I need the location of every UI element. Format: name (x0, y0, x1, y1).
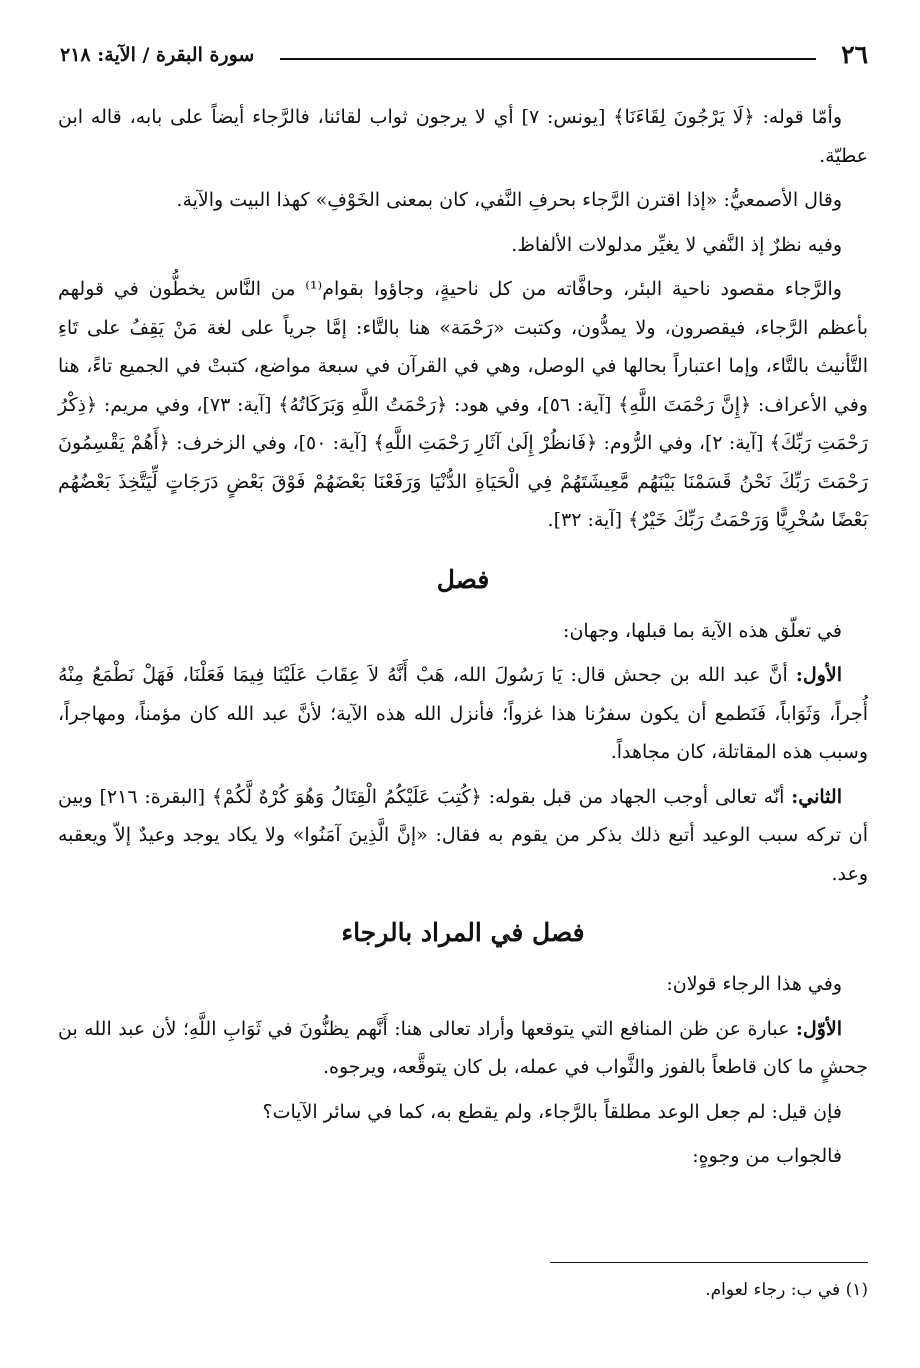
paragraph (58, 778, 868, 894)
paragraph: وفيه نظرٌ إذ النَّفي لا يغيِّر مدلولات الألفاظ. (511, 233, 842, 256)
paragraph-lead: الثاني: (791, 785, 842, 808)
section-heading: فصل (436, 564, 490, 594)
paragraph: فالجواب من وجوهٍ: (692, 1145, 842, 1167)
section-heading: فصل في المراد بالرجاء (341, 918, 585, 947)
page-header (60, 40, 868, 76)
footnote-rule (550, 1262, 868, 1263)
paragraph: فإن قيل: لم جعل الوعد مطلقاً بالرَّجاء، ولم يقطع به، كما في سائر الآيات؟ (262, 1100, 842, 1123)
paragraph: وأمّا قوله: ﴿لَا يَرْجُونَ لِقَاءَنَا﴾ [يونس: ٧] أي لا يرجون ثواب لقائنا، فالرَّجاء أيضاً على بابه، قاله ابن عطيّة. (58, 106, 868, 167)
page-body (58, 98, 868, 1182)
page-number: ٢٦ (841, 40, 868, 69)
paragraph-text: أنّه تعالى أوجب الجهاد من قبل بقوله: ﴿كُتِبَ عَلَيْكُمُ الْقِتَالُ وَهُوَ كُرْهٌ لَّكُمْ﴾ [البقرة: ٢١٦] وبين أن تركه سبب الوعيد أتبع ذلك بذكر من يقوم به فقال: «إنَّ الَّذِينَ آمَنُوا» ولا يكاد يوجد وعيدٌ إلاّ ويعقبه وعد. (58, 785, 868, 885)
paragraph-lead: الأوّل: (795, 1017, 842, 1040)
paragraph-text: عبارة عن ظن المنافع التي يتوقعها وأراد تعالى هنا: أَنَّهم يظنُّونَ في ثَوَابِ اللَّهِ؛ لأن عبد الله بن جحشٍ ما كان قاطعاً بالفوز والثَّواب في عمله، بل كان يتوقَّعه، ويرجوه. (58, 1017, 868, 1078)
paragraph (58, 656, 868, 772)
paragraph: في تعلّق هذه الآية بما قبلها، وجهان: (563, 619, 842, 642)
paragraph-lead: الأول: (795, 664, 842, 686)
paragraph-text: أنَّ عبد الله بن جحش قال: يَا رَسُولَ الله، هَبْ أَنَّهُ لاَ عِقَابَ عَلَيْنَا فِيمَا فَعَلْنَا، فَهَلْ نَطْمَعُ مِنْهُ أُجراً، وَثَوَاباً، فَنَطمع أن يكون سفرُنا هذا غزواً؛ فأنزل الله هذه الآية؛ لأنَّ عبد الله كان مؤمناً، ومهاجراً، وسبب هذه المقاتلة، كان مجاهداً. (58, 664, 868, 763)
paragraph (58, 1010, 868, 1087)
paragraph: والرَّجاء مقصود ناحية البئر، وحافَّاته من كل ناحيةٍ، وجاؤوا بقوام⁽¹⁾ من النَّاس يخطُّون في قولهم بأعظم الرَّجاء، فيقصرون، ولا يمدُّون، وكتبت «رَحْمَة» هنا بالتَّاء: إمَّا جرياً على لغة مَنْ يَقِفُ على تَاءِ التَّأنيث بالتَّاء، وإما اعتباراً بحالها في الوصل، وهي في القرآن في سبعة مواضع، كتبتْ في الجميع تاءً، هنا وفي الأعراف: ﴿إِنَّ رَحْمَتَ اللَّهِ﴾ [آية: ٥٦]، وفي هود: ﴿رَحْمَتُ اللَّهِ وَبَرَكَاتُهُ﴾ [آية: ٧٣]، وفي مريم: ﴿ذِكْرُ رَحْمَتِ رَبِّكَ﴾ [آية: ٢]، وفي الرُّوم: ﴿فَانظُرْ إِلَىٰ آثَارِ رَحْمَتِ اللَّهِ﴾ [آية: ٥٠]، وفي الزخرف: ﴿أَهُمْ يَقْسِمُونَ رَحْمَتَ رَبِّكَ نَحْنُ قَسَمْنَا بَيْنَهُم مَّعِيشَتَهُمْ فِي الْحَيَاةِ الدُّنْيَا وَرَفَعْنَا بَعْضَهُمْ فَوْقَ بَعْضٍ دَرَجَاتٍ لِّيَتَّخِذَ بَعْضُهُم بَعْضًا سُخْرِيًّا وَرَحْمَتُ رَبِّكَ خَيْرٌ﴾ [آية: ٣٢]. (58, 278, 868, 531)
paragraph: وفي هذا الرجاء قولان: (666, 973, 842, 995)
footnote: (١) في ب: رجاء لعوام. (705, 1280, 868, 1300)
header-rule (280, 58, 816, 60)
running-head: سورة البقرة / الآية: ٢١٨ (60, 44, 255, 66)
paragraph: وقال الأصمعيُّ: «إذا اقترن الرَّجاء بحرفِ النَّفي، كان بمعنى الخَوْفِ» كهذا البيت والآية. (176, 189, 842, 211)
